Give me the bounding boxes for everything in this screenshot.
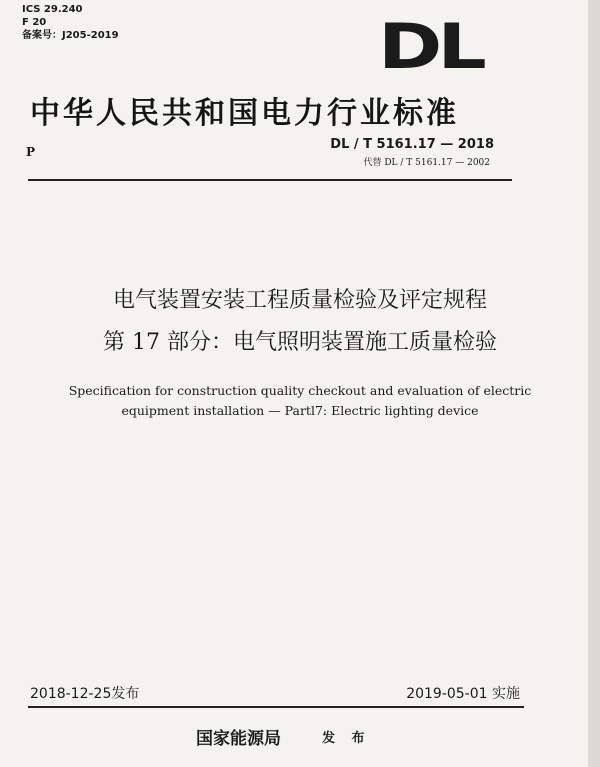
- replaces-standard: 代替 DL / T 5161.17 — 2002: [363, 158, 490, 168]
- page-edge: [588, 0, 600, 767]
- classification-mark: P: [26, 145, 36, 159]
- issuing-authority: 国家能源局: [196, 729, 281, 749]
- record-number: 备案号：J205-2019: [22, 30, 119, 41]
- title-cn-line2: 第 17 部分：电气照明装置施工质量检验: [103, 330, 497, 355]
- standard-number: DL / T 5161.17 — 2018: [330, 137, 494, 152]
- issue-label: 发 布: [322, 731, 371, 746]
- title-en-line2: equipment installation — Partl7: Electric lighting device: [121, 403, 479, 418]
- implement-date: 2019-05-01 实施: [406, 686, 520, 702]
- title-cn-line1: 电气装置安装工程质量检验及评定规程: [112, 288, 487, 313]
- issue-date: 2018-12-25发布: [30, 686, 140, 702]
- title-en-line1: Specification for construction quality checkout and evaluation of electric: [68, 383, 532, 398]
- dl-logo: DL: [378, 10, 482, 83]
- footer-divider: [28, 706, 524, 708]
- ccs-code: F 20: [22, 17, 47, 28]
- header-divider: [28, 179, 512, 181]
- ics-code: ICS 29.240: [22, 4, 83, 15]
- standard-title: 中华人民共和国电力行业标准: [30, 96, 459, 131]
